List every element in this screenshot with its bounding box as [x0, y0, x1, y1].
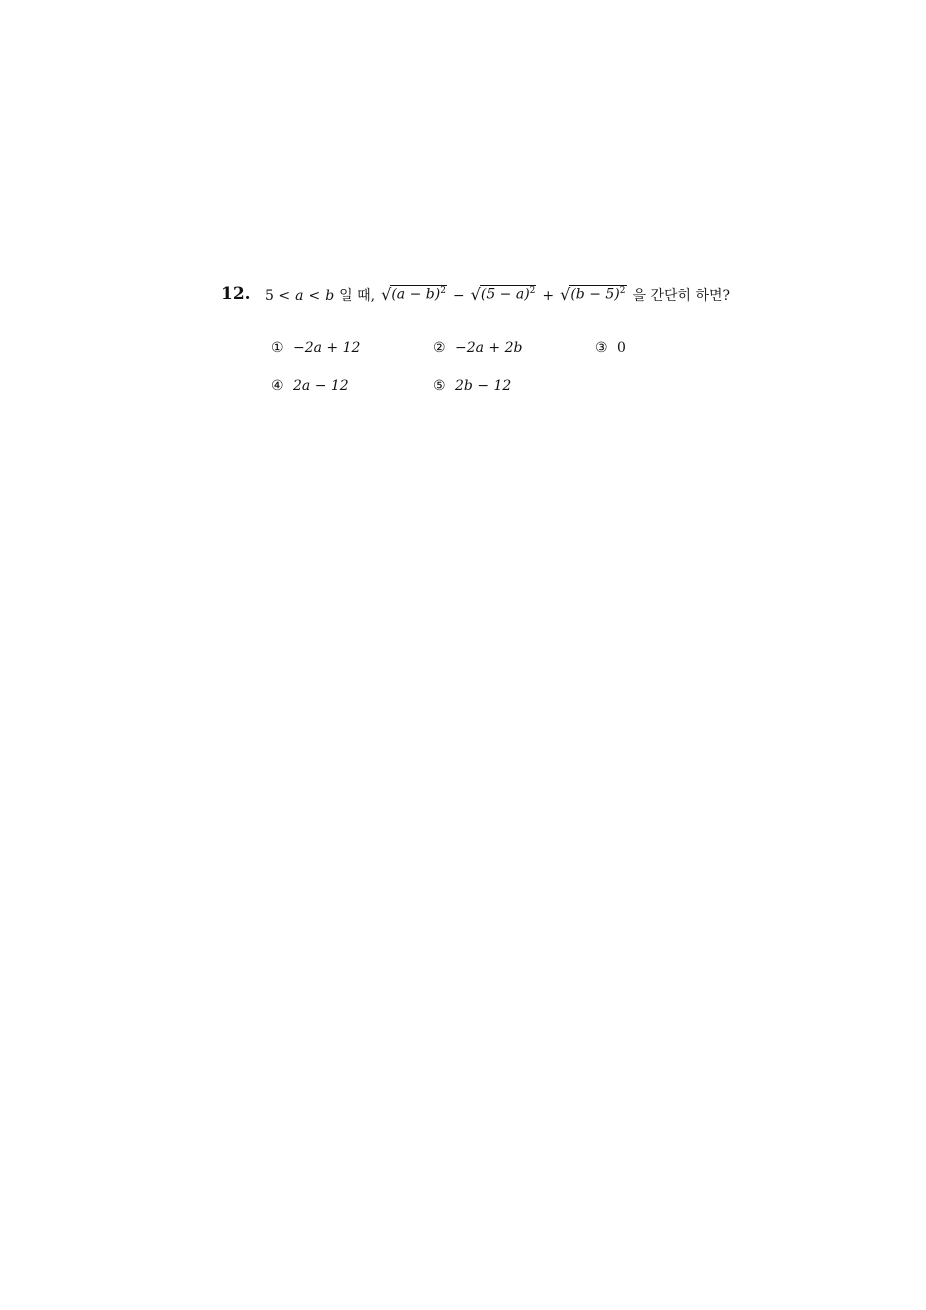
sqrt-term-3	[560, 285, 626, 303]
plus-sign: +	[542, 288, 555, 305]
choice-1[interactable]	[271, 340, 360, 356]
term3-expr: (b − 5)	[570, 286, 620, 303]
choice-1-number: ①	[271, 340, 284, 356]
question-tail: 을 간단히 하면?	[632, 288, 731, 305]
choice-1-text: −2a + 12	[293, 340, 361, 356]
condition-five: 5 <	[265, 288, 291, 305]
choice-2-text: −2a + 2b	[455, 340, 523, 356]
question-number: 12.	[221, 284, 251, 304]
choice-2-number: ②	[433, 340, 446, 356]
term2-expr: (5 − a)	[480, 286, 530, 303]
less-than: <	[308, 288, 321, 305]
choice-2[interactable]	[433, 340, 522, 356]
minus-sign: −	[452, 288, 465, 305]
choice-5-number: ⑤	[433, 378, 446, 394]
choice-4-number: ④	[271, 378, 284, 394]
term3-exponent: 2	[619, 286, 626, 296]
choice-3-text: 0	[617, 340, 626, 356]
sqrt-icon: √	[381, 285, 392, 305]
choice-4[interactable]	[271, 378, 349, 394]
term2-exponent: 2	[529, 286, 536, 296]
choice-3-number: ③	[595, 340, 608, 356]
sqrt-icon: √	[560, 285, 571, 305]
term1-exponent: 2	[440, 286, 446, 296]
var-b: b	[325, 288, 335, 305]
question-text	[265, 285, 730, 305]
var-a: a	[295, 288, 304, 305]
choice-5[interactable]	[433, 378, 511, 394]
choice-5-text: 2b − 12	[455, 378, 512, 394]
choice-4-text: 2a − 12	[293, 378, 349, 394]
sqrt-icon: √	[470, 285, 481, 305]
when-text: 일 때,	[339, 288, 376, 305]
choice-3[interactable]	[595, 340, 626, 356]
sqrt-term-1	[381, 285, 447, 303]
sqrt-term-2	[471, 285, 537, 303]
term1-expr: (a − b)	[391, 286, 441, 303]
